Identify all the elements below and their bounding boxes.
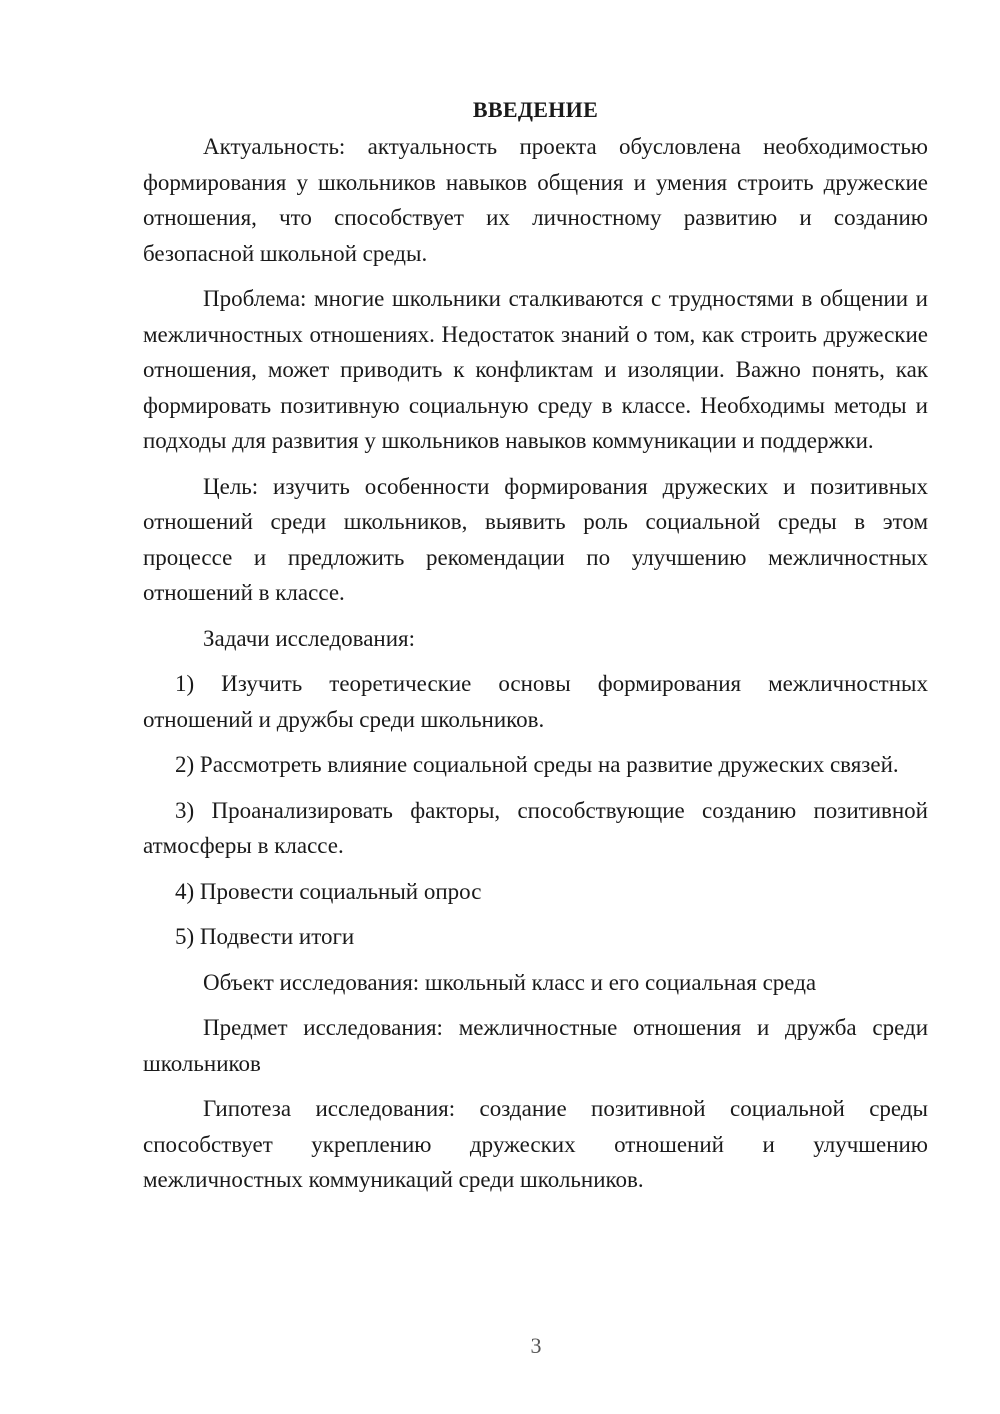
task-item-2: 2) Рассмотреть влияние социальной среды на развитие дружеских связей. — [175, 752, 899, 777]
task-item-5: 5) Подвести итоги — [175, 924, 355, 949]
problem-paragraph: Проблема: многие школьники сталкиваются с трудностями в общении и межличностных отношениях. Недостаток знаний о том, как строить дружеские отношения, может приводить к конфликтам и изоляции. Важно понять, как формировать позитивную социальную среду в классе. Необходимы методы и подходы для развития у школьников навыков коммуникации и поддержки. — [143, 286, 928, 453]
task-item-3: 3) Проанализировать факторы, способствующие созданию позитивной атмосферы в классе. — [143, 797, 928, 858]
object-paragraph: Объект исследования: школьный класс и его социальная среда — [203, 969, 817, 995]
relevance-paragraph: Актуальность: актуальность проекта обусловлена необходимостью формирования у школьников навыков общения и умения строить дружеские отношения, что способствует их личностному развитию и созданию безопасной школьной среды. — [143, 134, 928, 266]
task-item-4: 4) Провести социальный опрос — [175, 878, 482, 904]
task-item-1: 1) Изучить теоретические основы формирования межличностных отношений и дружбы среди школьников. — [143, 671, 928, 732]
goal-paragraph: Цель: изучить особенности формирования дружеских и позитивных отношений среди школьников, выявить роль социальной среды в этом процессе и предложить рекомендации по улучшению межличностных отношений в классе. — [143, 473, 928, 605]
hypothesis-paragraph: Гипотеза исследования: создание позитивной социальной среды способствует укреплению дружеских отношений и улучшению межличностных коммуникаций среди школьников. — [143, 1096, 928, 1192]
page-number: 3 — [530, 1333, 542, 1358]
document-page — [143, 92, 928, 1208]
section-title: ВВЕДЕНИЕ — [472, 97, 599, 122]
subject-paragraph: Предмет исследования: межличностные отношения и дружба среди школьников — [143, 1015, 928, 1076]
tasks-heading: Задачи исследования: — [203, 625, 416, 651]
